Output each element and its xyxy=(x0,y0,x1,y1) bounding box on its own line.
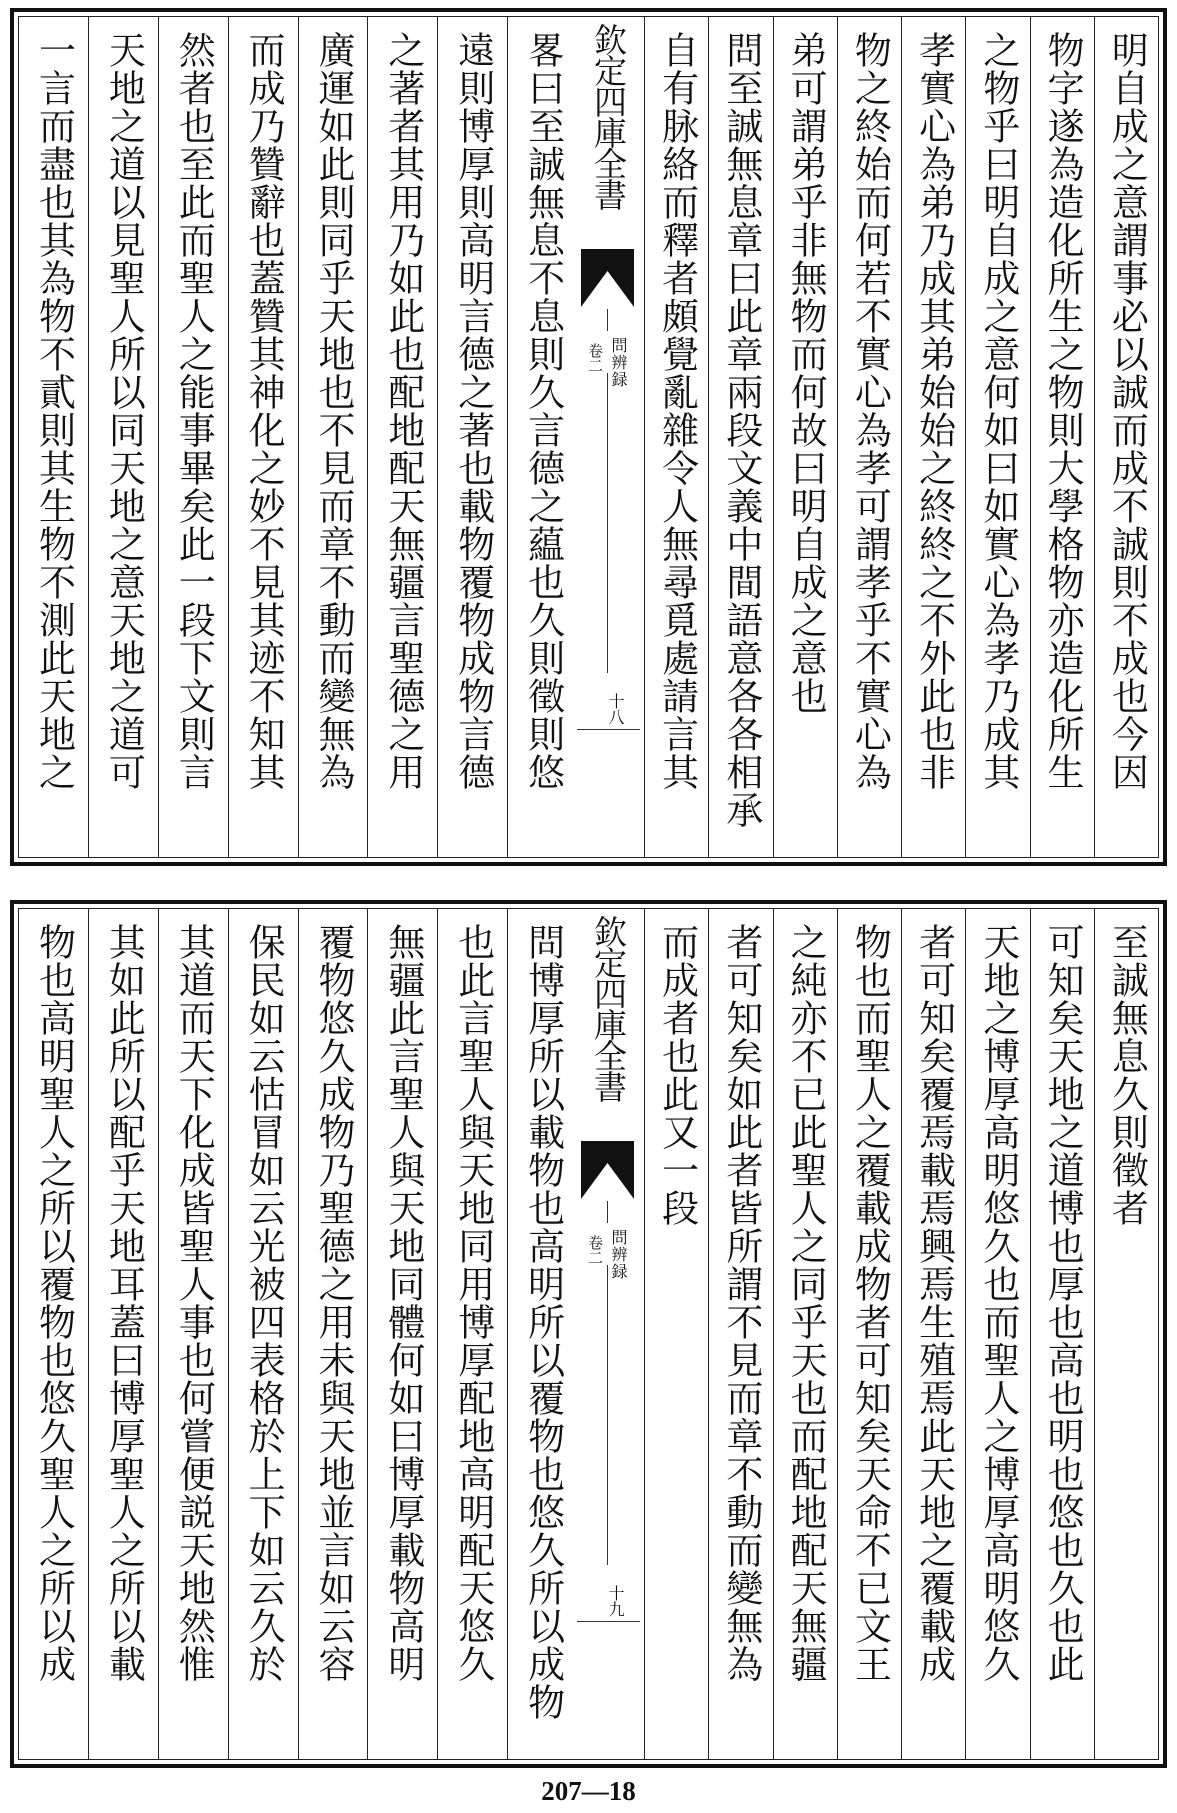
book-title: 問辨録 xyxy=(609,337,628,388)
text-column: 物之終始而何若不實心為孝可謂孝乎不實心為 xyxy=(838,17,902,857)
text-column: 天地之道以見聖人所以同天地之意天地之道可 xyxy=(89,17,159,857)
margin-rule xyxy=(607,1201,608,1223)
text-column: 之物乎曰明自成之意何如曰如實心為孝乃成其 xyxy=(966,17,1030,857)
right-half-columns xyxy=(644,909,1158,1759)
scan-page-number: 207—18 xyxy=(541,1776,636,1806)
page-number: 十九 xyxy=(606,1585,625,1617)
text-column: 廣運如此則同乎天地也不見而章不動而變無為 xyxy=(299,17,369,857)
margin-rule xyxy=(607,309,608,331)
text-column: 而成乃贊辭也蓋贊其神化之妙不見其迹不知其 xyxy=(229,17,299,857)
text-frame xyxy=(18,908,1159,1760)
text-column: 覆物悠久成物乃聖德之用未與天地並言如云容 xyxy=(299,909,369,1759)
left-half-columns xyxy=(19,17,577,857)
text-column: 遠則博厚則高明言德之著也載物覆物成物言德 xyxy=(438,17,508,857)
left-half-columns xyxy=(19,909,577,1759)
margin-rule xyxy=(577,1621,640,1622)
text-column: 孝實心為弟乃成其弟始始之終終之不外此也非 xyxy=(902,17,966,857)
text-column: 自有脉絡而釋者頗覺亂雜令人無尋覓處請言其 xyxy=(644,17,709,857)
text-column: 物字遂為造化所生之物則大學格物亦造化所生 xyxy=(1031,17,1095,857)
text-column: 其道而天下化成皆聖人事也何嘗便説天地然惟 xyxy=(159,909,229,1759)
text-column: 弟可謂弟乎非無物而何故曰明自成之意也 xyxy=(774,17,838,857)
folio-page-19 xyxy=(10,900,1167,1768)
collection-title: 欽定四庫全書 xyxy=(589,23,628,209)
text-column: 其如此所以配乎天地耳蓋曰博厚聖人之所以載 xyxy=(89,909,159,1759)
margin-rule xyxy=(577,729,640,730)
text-column: 者可知矣覆焉載焉興焉生殖焉此天地之覆載成 xyxy=(902,909,966,1759)
text-column: 明自成之意謂事必以誠而成不誠則不成也今因 xyxy=(1105,31,1149,791)
text-column: 可知矣天地之道博也厚也高也明也悠也久也此 xyxy=(1031,909,1095,1759)
text-column: 然者也至此而聖人之能事畢矣此一段下文則言 xyxy=(159,17,229,857)
text-column: 一言而盡也其為物不貳則其生物不測此天地之 xyxy=(19,17,89,857)
text-column: 之著者其用乃如此也配地配天無疆言聖德之用 xyxy=(368,17,438,857)
center-margin xyxy=(577,17,640,857)
page-number: 十八 xyxy=(606,693,625,725)
book-title: 問辨録 xyxy=(609,1229,628,1280)
margin-rule xyxy=(607,1265,608,1565)
text-column: 無疆此言聖人與天地同體何如曰博厚載物高明 xyxy=(368,909,438,1759)
text-frame xyxy=(18,16,1159,858)
text-column: 物也高明聖人之所以覆物也悠久聖人之所以成 xyxy=(19,909,89,1759)
text-column: 保民如云怙冒如云光被四表格於上下如云久於 xyxy=(229,909,299,1759)
juan-label: 卷二 xyxy=(586,1235,604,1265)
text-column: 至誠無息久則徵者 xyxy=(1105,923,1149,1227)
text-column: 畧曰至誠無息不息則久言德之藴也久則徵則悠 xyxy=(521,31,565,791)
text-column: 物也而聖人之覆載成物者可知矣天命不已文王 xyxy=(838,909,902,1759)
text-column: 也此言聖人與天地同用博厚配地高明配天悠久 xyxy=(438,909,508,1759)
right-half-columns xyxy=(644,17,1158,857)
margin-rule xyxy=(607,373,608,673)
text-column: 之純亦不已此聖人之同乎天也而配地配天無疆 xyxy=(774,909,838,1759)
fishtail-mark-icon xyxy=(581,249,634,307)
folio-page-18 xyxy=(10,8,1167,866)
text-column: 者可知矣如此者皆所謂不見而章不動而變無為 xyxy=(709,909,773,1759)
text-column: 問博厚所以載物也高明所以覆物也悠久所以成物 xyxy=(521,923,565,1721)
text-column: 天地之博厚高明悠久也而聖人之博厚高明悠久 xyxy=(966,909,1030,1759)
text-column: 而成者也此又一段 xyxy=(644,909,709,1759)
center-margin xyxy=(577,909,640,1759)
text-column: 問至誠無息章曰此章兩段文義中間語意各各相承 xyxy=(709,17,773,857)
collection-title: 欽定四庫全書 xyxy=(589,915,628,1101)
juan-label: 卷二 xyxy=(586,343,604,373)
fishtail-mark-icon xyxy=(581,1141,634,1199)
